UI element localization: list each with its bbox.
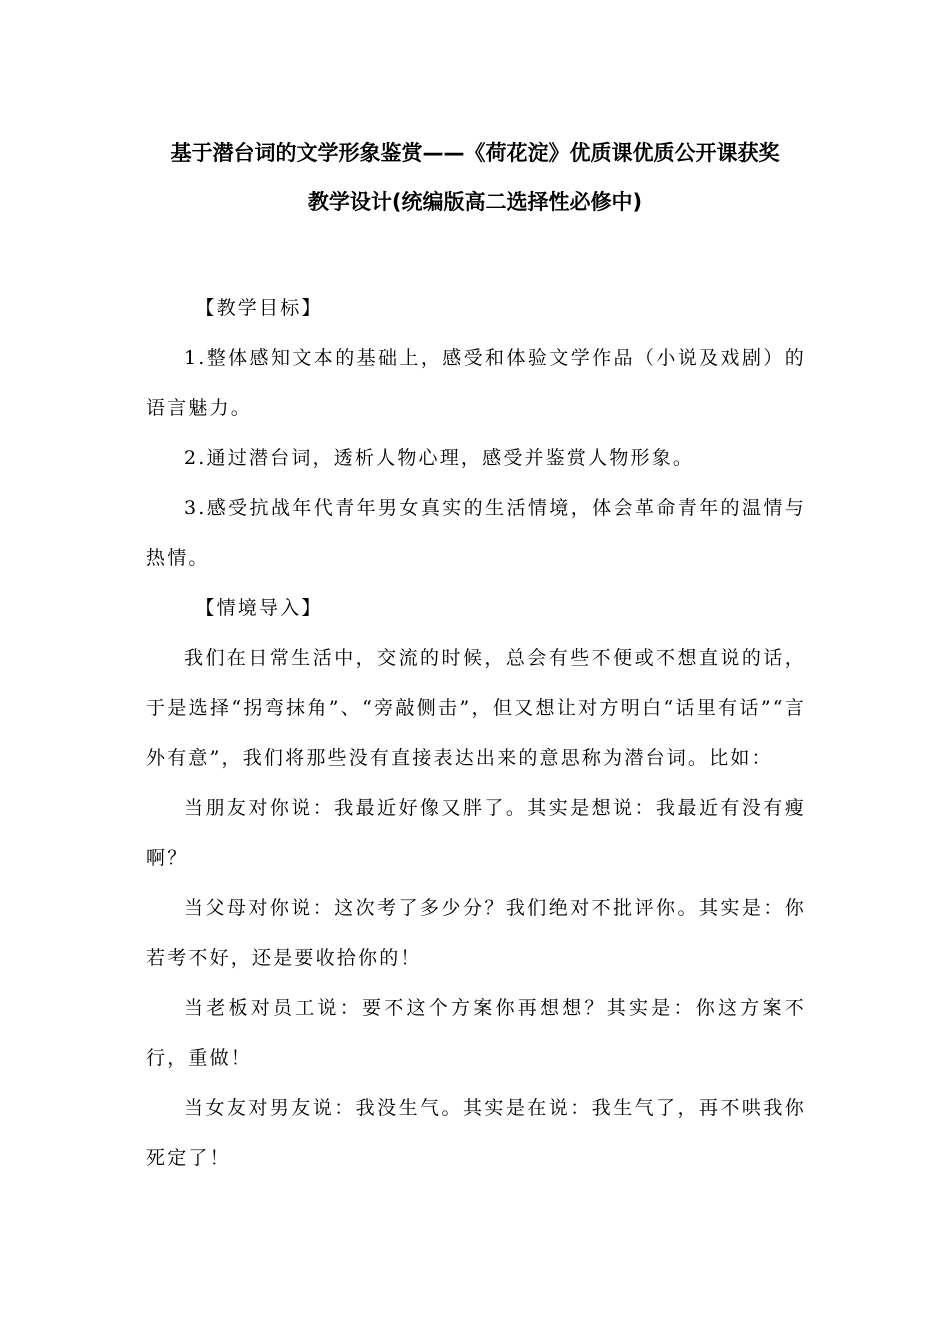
section-heading-objectives: 【教学目标】 [195,297,323,319]
intro-paragraph-5: 当女友对男友说：我没生气。其实是在说：我生气了，再不哄我你死定了！ [146,1097,806,1169]
document-body [146,283,806,1183]
intro-paragraph-2: 当朋友对你说：我最近好像又胖了。其实是想说：我最近有没有瘦啊？ [146,797,806,869]
intro-paragraph-4: 当老板对员工说：要不这个方案你再想想？其实是：你这方案不行，重做！ [146,997,806,1069]
document-title-line-1: 基于潜台词的文学形象鉴赏——《荷花淀》优质课优质公开课获奖 [170,141,780,165]
intro-paragraph-3: 当父母对你说：这次考了多少分？我们绝对不批评你。其实是：你若考不好，还是要收拾你的！ [146,897,806,969]
intro-paragraph-1: 我们在日常生活中，交流的时候，总会有些不便或不想直说的话，于是选择“拐弯抹角”、“旁敲侧击”，但又想让对方明白“话里有话”“言外有意”，我们将那些没有直接表达出来的意思称为潜台词。比如： [146,647,806,769]
objective-paragraph-3: 3.感受抗战年代青年男女真实的生活情境，体会革命青年的温情与热情。 [146,497,806,569]
document-title-line-2: 教学设计(统编版高二选择性必修中) [307,190,643,214]
objective-paragraph-1: 1.整体感知文本的基础上，感受和体验文学作品（小说及戏剧）的语言魅力。 [146,347,806,419]
section-heading-introduction: 【情境导入】 [195,597,323,619]
objective-paragraph-2: 2.通过潜台词，透析人物心理，感受并鉴赏人物形象。 [184,447,695,469]
